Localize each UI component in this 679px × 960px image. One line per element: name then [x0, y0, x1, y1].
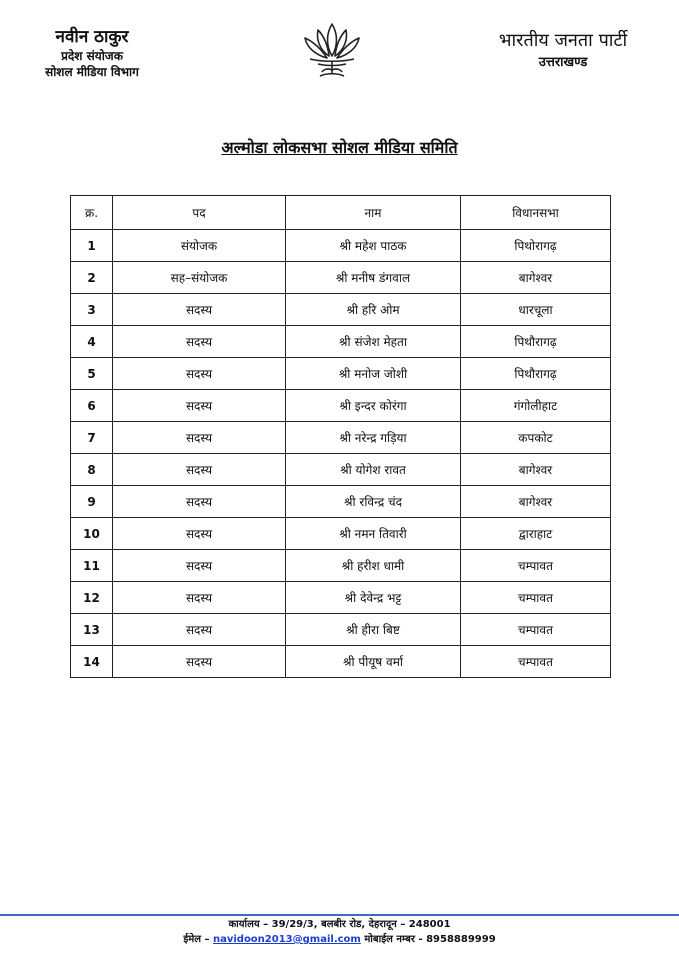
cell-constituency: चम्पावत — [461, 550, 611, 582]
cell-constituency: चम्पावत — [461, 646, 611, 678]
table-row — [71, 646, 611, 678]
table-row — [71, 614, 611, 646]
cell-post: सदस्य — [113, 486, 286, 518]
cell-constituency: चम्पावत — [461, 582, 611, 614]
header-post: पद — [113, 196, 286, 230]
cell-name: श्री देवेन्द्र भट्ट — [286, 582, 461, 614]
cell-post: सह–संयोजक — [113, 262, 286, 294]
cell-serial: 11 — [71, 550, 113, 582]
table-row — [71, 550, 611, 582]
cell-name: श्री हरि ओम — [286, 294, 461, 326]
letterhead-left — [22, 26, 162, 80]
cell-name: श्री संजेश मेहता — [286, 326, 461, 358]
cell-post: सदस्य — [113, 294, 286, 326]
cell-post: सदस्य — [113, 422, 286, 454]
table-header-row — [71, 196, 611, 230]
table-row — [71, 390, 611, 422]
cell-name: श्री पीयूष वर्मा — [286, 646, 461, 678]
cell-post: सदस्य — [113, 358, 286, 390]
cell-post: सदस्य — [113, 454, 286, 486]
cell-constituency: बागेश्वर — [461, 454, 611, 486]
table-body — [71, 230, 611, 678]
cell-name: श्री रविन्द्र चंद — [286, 486, 461, 518]
cell-constituency: गंगोलीहाट — [461, 390, 611, 422]
cell-constituency: बागेश्वर — [461, 262, 611, 294]
cell-post: संयोजक — [113, 230, 286, 262]
cell-post: सदस्य — [113, 646, 286, 678]
cell-serial: 5 — [71, 358, 113, 390]
cell-post: सदस्य — [113, 582, 286, 614]
header-constituency: विधानसभा — [461, 196, 611, 230]
cell-serial: 6 — [71, 390, 113, 422]
cell-name: श्री नरेन्द्र गड़िया — [286, 422, 461, 454]
letterhead-right — [463, 28, 663, 72]
office-address: कार्यालय – 39/29/3, बलबीर रोड, देहरादून – 248001 — [228, 919, 451, 930]
header-name: नाम — [286, 196, 461, 230]
table-row — [71, 262, 611, 294]
cell-serial: 3 — [71, 294, 113, 326]
cell-constituency: कपकोट — [461, 422, 611, 454]
cell-serial: 2 — [71, 262, 113, 294]
table-row — [71, 518, 611, 550]
mobile-number: मोबाईल नम्बर - 8958889999 — [364, 934, 496, 945]
cell-serial: 8 — [71, 454, 113, 486]
lotus-logo-icon — [296, 18, 368, 82]
cell-name: श्री हरीश धामी — [286, 550, 461, 582]
cell-name: श्री महेश पाठक — [286, 230, 461, 262]
coordinator-designation: प्रदेश संयोजक — [61, 49, 123, 63]
table-row — [71, 486, 611, 518]
document-title: अल्मोडा लोकसभा सोशल मीडिया समिति — [221, 138, 458, 157]
cell-serial: 7 — [71, 422, 113, 454]
cell-name: श्री मनोज जोशी — [286, 358, 461, 390]
table-row — [71, 582, 611, 614]
cell-serial: 10 — [71, 518, 113, 550]
cell-post: सदस्य — [113, 614, 286, 646]
footer-rule — [0, 914, 679, 916]
state-name: उत्तराखण्ड — [538, 55, 588, 70]
email-link[interactable]: navidoon2013@gmail.com — [212, 934, 361, 945]
cell-name: श्री योगेश रावत — [286, 454, 461, 486]
footer — [0, 917, 679, 947]
contact-line — [0, 932, 679, 947]
table-row — [71, 294, 611, 326]
cell-post: सदस्य — [113, 550, 286, 582]
cell-constituency: पिथौरागढ़ — [461, 326, 611, 358]
cell-constituency: बागेश्वर — [461, 486, 611, 518]
committee-table — [70, 195, 611, 678]
table-row — [71, 326, 611, 358]
table-row — [71, 230, 611, 262]
cell-serial: 4 — [71, 326, 113, 358]
table-row — [71, 358, 611, 390]
party-name: भारतीय जनता पार्टी — [498, 30, 628, 51]
coordinator-name: नवीन ठाकुर — [55, 27, 129, 47]
cell-serial: 13 — [71, 614, 113, 646]
cell-constituency: चम्पावत — [461, 614, 611, 646]
cell-serial: 9 — [71, 486, 113, 518]
table-row — [71, 422, 611, 454]
cell-post: सदस्य — [113, 390, 286, 422]
cell-name: श्री इन्दर कोरंगा — [286, 390, 461, 422]
cell-serial: 12 — [71, 582, 113, 614]
email-label: ईमेल – — [183, 934, 210, 945]
cell-serial: 14 — [71, 646, 113, 678]
cell-name: श्री मनीष डंगवाल — [286, 262, 461, 294]
cell-serial: 1 — [71, 230, 113, 262]
cell-name: श्री नमन तिवारी — [286, 518, 461, 550]
cell-constituency: पिथौरागढ़ — [461, 358, 611, 390]
cell-constituency: धारचूला — [461, 294, 611, 326]
header-serial: क्र. — [71, 196, 113, 230]
cell-constituency: द्वाराहाट — [461, 518, 611, 550]
table-row — [71, 454, 611, 486]
department-name: सोशल मीडिया विभाग — [45, 65, 139, 79]
cell-constituency: पिथोरागढ़ — [461, 230, 611, 262]
cell-name: श्री हीरा बिष्ट — [286, 614, 461, 646]
cell-post: सदस्य — [113, 326, 286, 358]
cell-post: सदस्य — [113, 518, 286, 550]
